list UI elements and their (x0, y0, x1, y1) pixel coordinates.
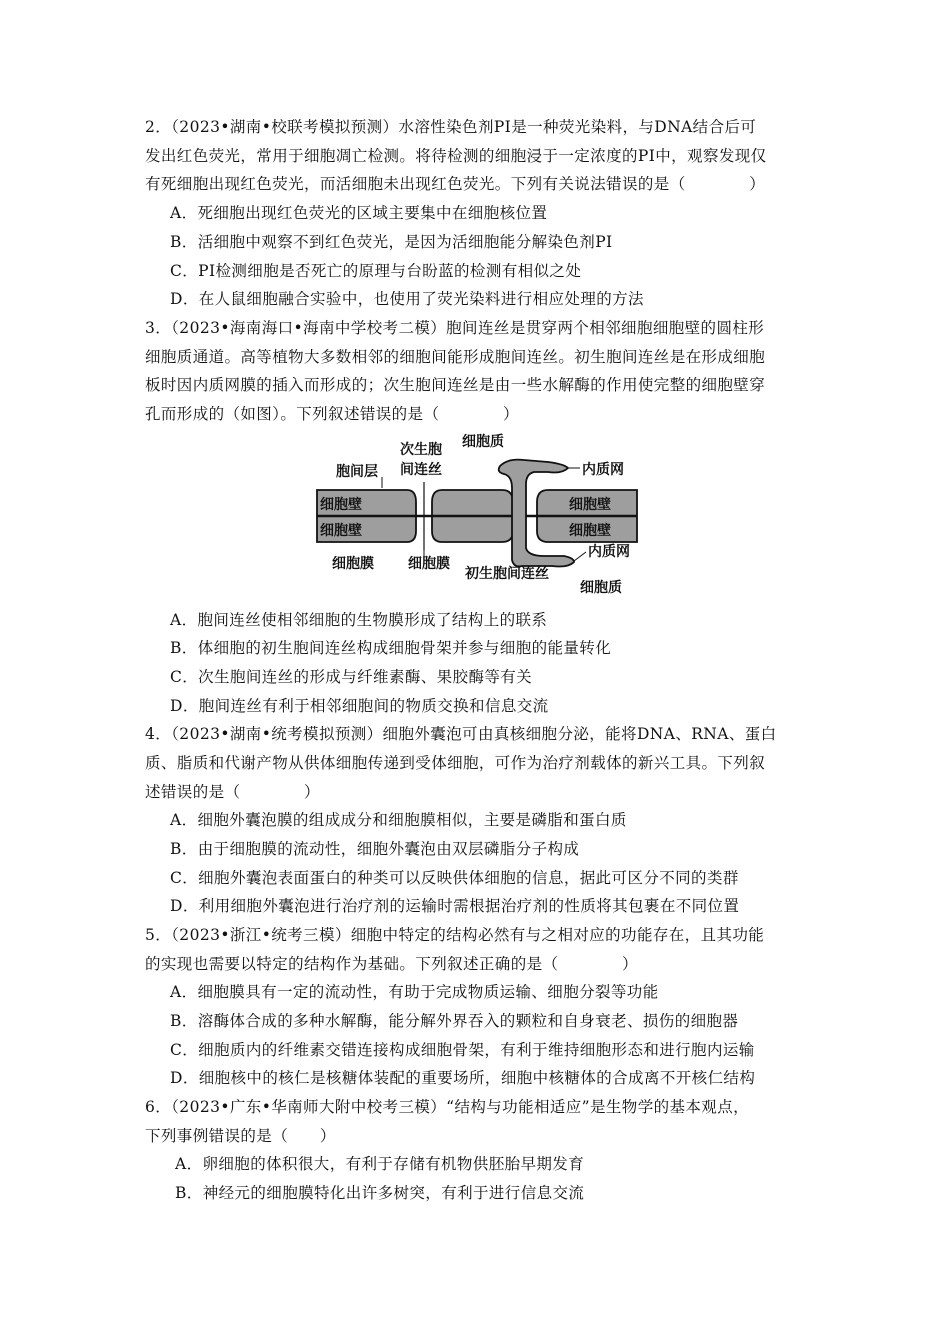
question-2-option-d: D．在人鼠细胞融合实验中，也使用了荧光染料进行相应处理的方法 (170, 290, 644, 308)
label-er-top: 内质网 (582, 462, 624, 478)
question-3-option-b: B．体细胞的初生胞间连丝构成细胞骨架并参与细胞的能量转化 (170, 639, 612, 657)
question-3-option-c: C．次生胞间连丝的形成与纤维素酶、果胶酶等有关 (170, 668, 533, 686)
question-5-line-1: 5．（2023•浙江•统考三模）细胞中特定的结构必然有与之相对应的功能存在，且其功能 (145, 926, 765, 944)
question-6-option-a: A．卵细胞的体积很大，有利于存储有机物供胚胎早期发育 (175, 1155, 585, 1173)
question-6-option-b: B．神经元的细胞膜特化出许多树突，有利于进行信息交流 (175, 1184, 585, 1202)
question-4-option-b: B．由于细胞膜的流动性，细胞外囊泡由双层磷脂分子构成 (170, 840, 580, 858)
label-er-bottom: 内质网 (588, 544, 630, 560)
label-cytoplasm-top: 细胞质 (462, 434, 504, 450)
question-5-option-c: C．细胞质内的纤维素交错连接构成细胞骨架，有利于维持细胞形态和进行胞内运输 (170, 1041, 755, 1059)
question-3-line-1: 3．（2023•海南海口•海南中学校考二模）胞间连丝是贯穿两个相邻细胞细胞壁的圆柱形 (145, 319, 765, 337)
question-2-line-3: 有死细胞出现红色荧光，而活细胞未出现红色荧光。下列有关说法错误的是（ ） (145, 175, 766, 193)
question-2-line-2: 发出红色荧光，常用于细胞凋亡检测。将待检测的细胞浸于一定浓度的PI中，观察发现仅 (145, 147, 767, 165)
label-secondary-plasmodesma-2: 间连丝 (400, 462, 442, 478)
question-5-option-b: B．溶酶体合成的多种水解酶，能分解外界吞入的颗粒和自身衰老、损伤的细胞器 (170, 1012, 739, 1030)
question-4-line-3: 述错误的是（ ） (145, 783, 320, 801)
label-secondary-plasmodesma-1: 次生胞 (400, 442, 442, 458)
question-5-option-a: A．细胞膜具有一定的流动性，有助于完成物质运输、细胞分裂等功能 (170, 983, 659, 1001)
question-2-line-1: 2．（2023•湖南•校联考模拟预测）水溶性染色剂PI是一种荧光染料，与DNA结合后可 (145, 118, 757, 136)
question-3-line-2: 细胞质通道。高等植物大多数相邻的细胞间能形成胞间连丝。初生胞间连丝是在形成细胞 (145, 348, 766, 366)
question-4-option-c: C．细胞外囊泡表面蛋白的种类可以反映供体细胞的信息，据此可区分不同的类群 (170, 869, 739, 887)
label-cell-wall-bottom-left: 细胞壁 (320, 523, 362, 539)
label-cell-wall-top-left: 细胞壁 (320, 497, 362, 513)
label-cell-wall-top-right: 细胞壁 (569, 497, 611, 513)
question-4-line-2: 质、脂质和代谢产物从供体细胞传递到受体细胞，可作为治疗剂载体的新兴工具。下列叙 (145, 754, 766, 772)
plasmodesmata-diagram (312, 432, 642, 602)
question-3-line-3: 板时因内质网膜的插入而形成的；次生胞间连丝是由一些水解酶的作用使完整的细胞壁穿 (145, 376, 766, 394)
question-2-option-b: B．活细胞中观察不到红色荧光，是因为活细胞能分解染色剂PI (170, 233, 613, 251)
label-cell-wall-bottom-right: 细胞壁 (569, 523, 611, 539)
label-membrane-middle: 细胞膜 (408, 556, 450, 572)
question-4-option-a: A．细胞外囊泡膜的组成成分和细胞膜相似，主要是磷脂和蛋白质 (170, 811, 627, 829)
label-middle-lamella: 胞间层 (336, 464, 378, 480)
question-3-line-4: 孔而形成的（如图）。下列叙述错误的是（ ） (145, 405, 519, 423)
question-4-line-1: 4．（2023•湖南•统考模拟预测）细胞外囊泡可由真核细胞分泌，能将DNA、RNA、蛋白 (145, 725, 777, 743)
label-membrane-left: 细胞膜 (332, 556, 374, 572)
question-6-line-2: 下列事例错误的是（ ） (145, 1127, 336, 1145)
label-primary-plasmodesma: 初生胞间连丝 (465, 566, 549, 582)
question-6-line-1: 6．（2023•广东•华南师大附中校考三模）“结构与功能相适应”是生物学的基本观点， (145, 1098, 749, 1116)
question-2-option-c: C．PI检测细胞是否死亡的原理与台盼蓝的检测有相似之处 (170, 262, 582, 280)
question-4-option-d: D．利用细胞外囊泡进行治疗剂的运输时需根据治疗剂的性质将其包裹在不同位置 (170, 897, 740, 915)
question-2-option-a: A．死细胞出现红色荧光的区域主要集中在细胞核位置 (170, 204, 548, 222)
question-3-option-a: A．胞间连丝使相邻细胞的生物膜形成了结构上的联系 (170, 611, 548, 629)
question-5-option-d: D．细胞核中的核仁是核糖体装配的重要场所，细胞中核糖体的合成离不开核仁结构 (170, 1069, 756, 1087)
label-cytoplasm-bottom: 细胞质 (580, 580, 622, 596)
question-3-option-d: D．胞间连丝有利于相邻细胞间的物质交换和信息交流 (170, 697, 549, 715)
question-5-line-2: 的实现也需要以特定的结构作为基础。下列叙述正确的是（ ） (145, 955, 638, 973)
